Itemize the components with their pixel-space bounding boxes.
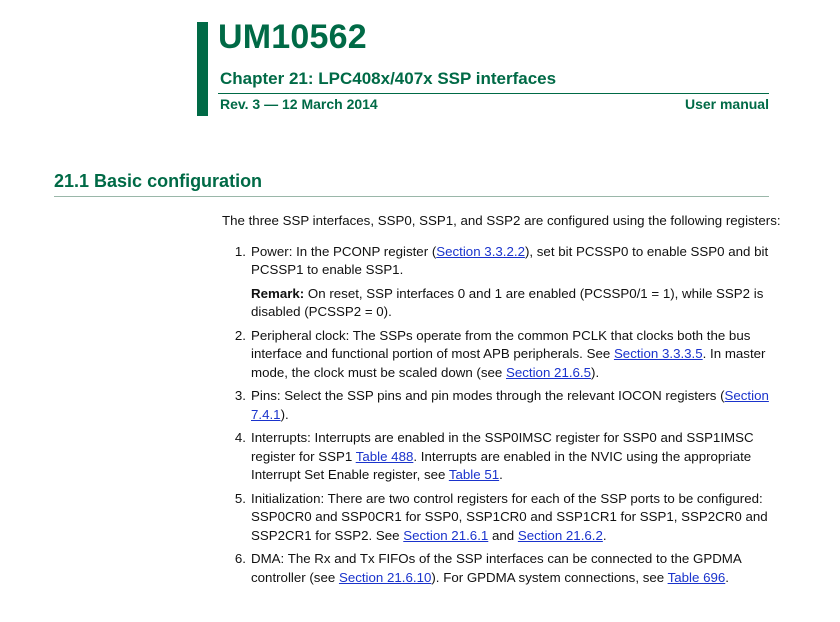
list-item-number: 1. xyxy=(234,243,246,259)
header-accent-bar xyxy=(197,22,208,116)
list-item-text: . xyxy=(725,569,729,585)
section-title: 21.1 Basic configuration xyxy=(54,171,263,191)
intro-paragraph: The three SSP interfaces, SSP0, SSP1, and SSP2 are configured using the following registers: xyxy=(222,213,781,228)
list-item-text: and xyxy=(488,527,518,543)
section-link[interactable]: Section 7.4.1 xyxy=(251,388,769,422)
list-item-number: 3. xyxy=(234,388,246,403)
section-divider xyxy=(54,196,769,197)
list-item-text: Peripheral clock: The SSPs operate from the common PCLK that clocks both the bus interface and functional portion of most APB peripherals. See xyxy=(251,327,751,361)
list-item-text: Pins: Select the SSP pins and pin modes through the relevant IOCON registers ( xyxy=(251,388,725,403)
chapter-title: Chapter 21: LPC408x/407x SSP interfaces xyxy=(220,69,557,88)
list-item xyxy=(222,550,782,587)
list-item xyxy=(222,243,782,322)
list-item-number: 6. xyxy=(234,551,246,566)
list-item xyxy=(222,387,782,424)
list-item-number: 2. xyxy=(234,327,246,343)
config-steps-list xyxy=(222,243,782,588)
list-item xyxy=(222,429,782,485)
list-item-text: ). For GPDMA system connections, see xyxy=(431,569,668,585)
section-link[interactable]: Section 21.6.1 xyxy=(403,527,489,543)
revision-date: Rev. 3 — 12 March 2014 xyxy=(220,96,378,112)
table-link[interactable]: Table 488 xyxy=(355,448,414,464)
list-item-text: Initialization: There are two control registers for each of the SSP ports to be configured: SSP0CR0 and SSP0CR1 for SSP0, SSP1CR0 and SSP1CR1 for SSP1, SSP2CR0 and SSP2CR1 for SSP2. See xyxy=(251,490,768,543)
section-link[interactable]: Section 3.3.3.5 xyxy=(613,346,703,361)
list-item-text: . xyxy=(499,467,503,482)
table-link[interactable]: Table 696 xyxy=(667,569,726,585)
section-body xyxy=(222,212,782,592)
document-type: User manual xyxy=(684,96,769,112)
list-item-number: 4. xyxy=(234,430,246,445)
list-item-text: ), set bit PCSSP0 to enable SSP0 and bit PCSSP1 to enable SSP1. xyxy=(251,243,769,277)
remark-text: On reset, SSP interfaces 0 and 1 are enabled (PCSSP0/1 = 1), while SSP2 is disabled (PCSSP2 = 0). xyxy=(251,285,764,319)
section-link[interactable]: Section 3.3.2.2 xyxy=(436,243,525,259)
section-link[interactable]: Section 21.6.10 xyxy=(338,569,432,585)
header-divider xyxy=(218,93,769,94)
list-item-text: . Interrupts are enabled in the NVIC using the appropriate Interrupt Set Enable register, see xyxy=(251,448,752,482)
section-link[interactable]: Section 21.6.5 xyxy=(506,364,592,380)
list-item-number: 5. xyxy=(234,490,246,506)
remark-note xyxy=(251,285,782,322)
list-item-text: DMA: The Rx and Tx FIFOs of the SSP interfaces can be connected to the GPDMA controller (see xyxy=(251,551,742,585)
list-item xyxy=(222,490,782,546)
list-item-text: Interrupts: Interrupts are enabled in the SSP0IMSC register for SSP0 and SSP1IMSC register for SSP1 xyxy=(251,430,754,464)
list-item-text: . In master mode, the clock must be scaled down (see xyxy=(251,346,766,380)
list-item-text: Power: In the PCONP register ( xyxy=(251,243,437,259)
section-link[interactable]: Section 21.6.2 xyxy=(517,527,603,543)
list-item-text: ). xyxy=(591,364,600,380)
list-item-text: . xyxy=(602,527,607,543)
table-link[interactable]: Table 51 xyxy=(448,467,500,482)
remark-label: Remark: xyxy=(251,285,305,301)
document-id: UM10562 xyxy=(218,18,367,56)
list-item-text: ). xyxy=(280,406,289,422)
list-item xyxy=(222,327,782,383)
